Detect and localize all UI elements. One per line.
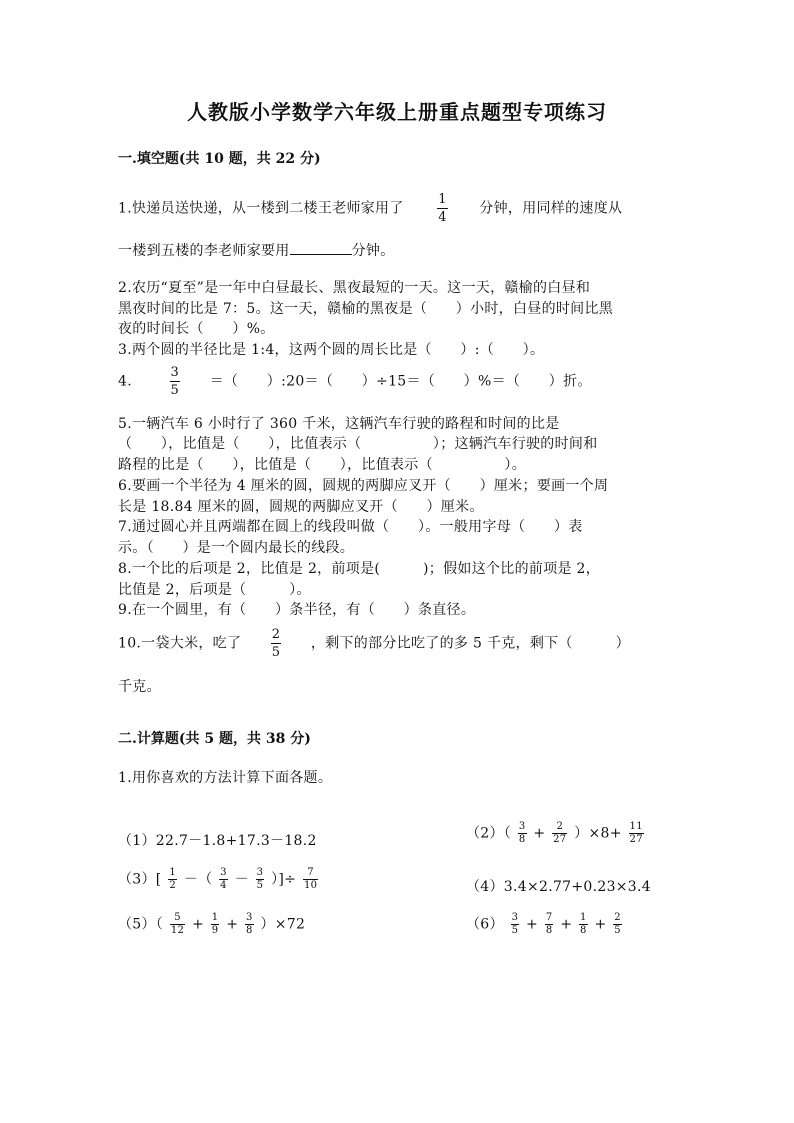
q4-frac-denominator: 5 [170, 383, 180, 398]
p3-pre: （3）[ [118, 871, 162, 888]
frac-denominator: 27 [629, 834, 643, 845]
section2-intro: 1.用你喜欢的方法计算下面各题。 [118, 770, 333, 786]
frac-numerator: 7 [307, 867, 314, 878]
q8-line2: 比值是 2，后项是（ ）。 [118, 582, 311, 598]
frac-denominator: 12 [170, 925, 185, 936]
q6-line1: 6.要画一个半径为 4 厘米的圆，圆规的两脚应叉开（ ）厘米；要画一个周 [118, 478, 609, 494]
frac-numerator: 11 [629, 821, 643, 832]
q4-label: 4. [118, 373, 132, 390]
q1-text-after: 分钟，用同样的速度从 [479, 200, 623, 217]
frac-numerator: 3 [246, 912, 253, 923]
frac-denominator: 10 [303, 880, 318, 891]
q10-frac-numerator: 2 [271, 627, 281, 642]
q7-line1: 7.通过圆心并且两端都在圆上的线段叫做（ ）。一般用字母（ ）表 [118, 519, 583, 535]
document-title: 人教版小学数学六年级上册重点题型专项练习 [187, 100, 607, 124]
p5-op1: + [191, 916, 204, 933]
frac-denominator: 2 [169, 880, 177, 891]
p2-pre: （2）（ [466, 825, 512, 842]
frac-numerator: 2 [556, 821, 564, 832]
frac-denominator: 9 [211, 925, 219, 936]
q1-frac-denominator: 4 [438, 210, 447, 225]
q10-fraction [271, 628, 282, 659]
problem-2 [466, 822, 646, 845]
p6-frac-4 [613, 913, 622, 936]
q5-line1: 5.一辆汽车 6 小时行了 360 千米，这辆汽车行驶的路程和时间的比是 [118, 416, 560, 432]
q4-line1 [118, 366, 592, 397]
q1-text-line2a: 一楼到五楼的李老师家要用 [118, 243, 290, 259]
p2-frac-3 [629, 822, 644, 845]
q2-line2: 黑夜时间的比是 7：5。这一天，赣榆的黑夜是（ ）小时，白昼的时间比黑 [118, 301, 614, 317]
p3-op3: ）]÷ [271, 871, 297, 888]
q1-frac-numerator: 1 [438, 192, 447, 207]
q2-line1: 2.农历“夏至”是一年中白昼最长、黑夜最短的一天。这一天，赣榆的白昼和 [118, 280, 591, 296]
frac-denominator: 8 [518, 834, 526, 845]
p2-mid: ）×8+ [574, 825, 622, 842]
p6-op2: + [560, 916, 573, 933]
fraction-bar [170, 381, 181, 382]
q10-line2: 千克。 [118, 679, 161, 695]
section2-heading: 二.计算题(共 5 题，共 38 分) [118, 731, 311, 747]
p2-op: + [533, 825, 546, 842]
problem-6 [466, 913, 624, 936]
frac-numerator: 5 [174, 912, 181, 923]
q10-text-before: 10.一袋大米，吃了 [118, 635, 242, 652]
q6-line2: 长是 18.84 厘米的圆，圆规的两脚应叉开（ ）厘米。 [118, 499, 484, 515]
frac-denominator: 5 [511, 925, 519, 936]
p6-pre: （6） [466, 916, 504, 933]
q1-line2 [118, 240, 395, 260]
frac-denominator: 8 [545, 925, 553, 936]
frac-numerator: 1 [211, 912, 219, 923]
q3-line1: 3.两个圆的半径比是 1:4，这两个圆的周长比是（ ）:（ ）。 [118, 342, 545, 358]
p3-op2: － [234, 871, 249, 888]
frac-denominator: 5 [256, 880, 264, 891]
p5-pre: （5）（ [118, 916, 164, 933]
frac-denominator: 8 [580, 925, 587, 936]
p6-frac-1 [511, 913, 520, 936]
p3-frac-1 [168, 868, 177, 891]
q4-fraction [170, 366, 181, 397]
p2-frac-2 [552, 822, 567, 845]
fraction-bar [437, 208, 448, 209]
p5-post: ）×72 [260, 916, 306, 933]
q1-line1 [118, 193, 622, 224]
frac-numerator: 3 [518, 821, 526, 832]
frac-denominator: 5 [614, 925, 621, 936]
p5-op2: + [226, 916, 239, 933]
p6-op3: + [594, 916, 607, 933]
q9-line1: 9.在一个圆里，有（ ）条半径，有（ ）条直径。 [118, 602, 476, 618]
p3-frac-4 [303, 868, 318, 891]
q1-fraction [437, 193, 448, 224]
problem-4: （4）3.4×2.77+0.23×3.4 [466, 879, 651, 895]
frac-denominator: 4 [220, 880, 227, 891]
frac-numerator: 7 [545, 912, 553, 923]
q5-line2: （ ），比值是（ ），比值表示（ ）；这辆汽车行驶的时间和 [118, 436, 598, 452]
q1-text-before: 1.快递员送快递，从一楼到二楼王老师家用了 [118, 200, 404, 217]
frac-numerator: 3 [220, 867, 227, 878]
p3-op1: －（ [183, 871, 213, 888]
q5-line3: 路程的比是（ ），比值是（ ），比值表示（ ）。 [118, 457, 526, 473]
q4-text: ＝（ ）:20＝（ ）÷15＝（ ）%＝（ ）折。 [209, 373, 592, 390]
p5-frac-3 [245, 913, 254, 936]
p2-frac-1 [518, 822, 527, 845]
q10-text-after: ，剩下的部分比吃了的多 5 千克，剩下（ ） [310, 635, 630, 652]
frac-numerator: 1 [580, 912, 587, 923]
frac-numerator: 3 [256, 867, 264, 878]
q2-line3: 夜的时间长（ ）%。 [118, 321, 275, 337]
frac-denominator: 27 [553, 834, 567, 845]
p6-op1: + [526, 916, 539, 933]
frac-numerator: 2 [614, 912, 621, 923]
answer-blank [290, 253, 352, 255]
q8-line1: 8.一个比的后项是 2，比值是 2，前项是( )；假如这个比的前项是 2， [118, 561, 601, 577]
q7-line2: 示。（ ）是一个圆内最长的线段。 [118, 540, 355, 556]
p5-frac-1 [170, 913, 185, 936]
q10-frac-denominator: 5 [271, 645, 281, 660]
p6-frac-3 [579, 913, 588, 936]
p3-frac-3 [256, 868, 265, 891]
frac-numerator: 3 [511, 912, 519, 923]
fraction-bar [271, 643, 282, 644]
q1-text-line2b: 分钟。 [351, 243, 395, 259]
problem-5 [118, 913, 305, 936]
q4-frac-numerator: 3 [170, 365, 180, 380]
problem-1: （1）22.7－1.8+17.3－18.2 [118, 833, 317, 849]
section1-heading: 一.填空题(共 10 题，共 22 分) [118, 151, 321, 167]
p6-frac-2 [545, 913, 554, 936]
q10-line1 [118, 628, 630, 659]
frac-numerator: 1 [169, 867, 177, 878]
p3-frac-2 [219, 868, 228, 891]
p5-frac-2 [211, 913, 220, 936]
frac-denominator: 8 [246, 925, 253, 936]
problem-3 [118, 868, 320, 891]
